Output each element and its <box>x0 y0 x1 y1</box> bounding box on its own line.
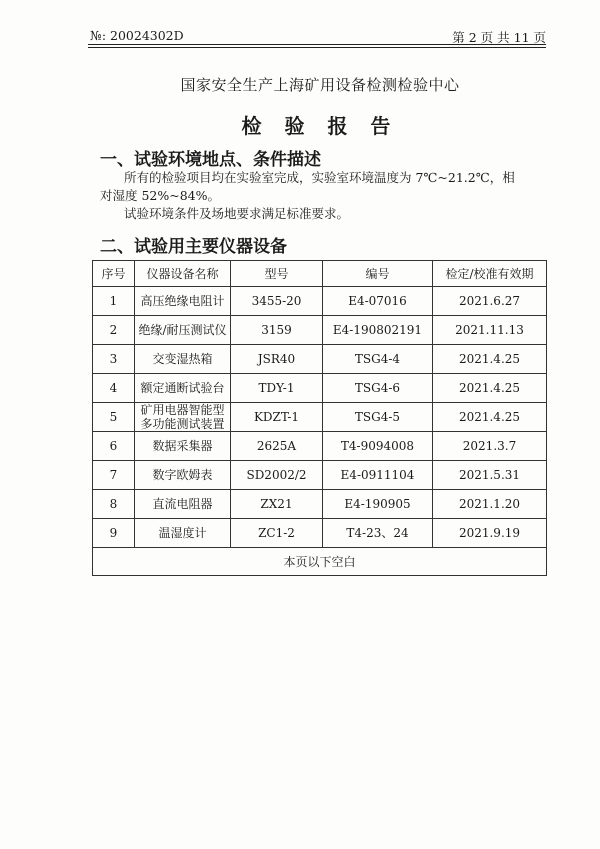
cell-serial: 9 <box>93 519 135 548</box>
table-row <box>93 519 547 548</box>
cell-serial: 8 <box>93 490 135 519</box>
cell-calibration-validity: 2021.5.31 <box>433 461 547 490</box>
table-row <box>93 461 547 490</box>
cell-calibration-validity: 2021.9.19 <box>433 519 547 548</box>
table-body <box>93 287 547 548</box>
cell-instrument-name: 数据采集器 <box>135 432 231 461</box>
cell-instrument-name: 温湿度计 <box>135 519 231 548</box>
cell-calibration-validity: 2021.4.25 <box>433 345 547 374</box>
cell-model: SD2002/2 <box>231 461 323 490</box>
cell-serial: 2 <box>93 316 135 345</box>
cell-model: 3455-20 <box>231 287 323 316</box>
cell-number: TSG4-4 <box>323 345 433 374</box>
cell-calibration-validity: 2021.3.7 <box>433 432 547 461</box>
section-1-paragraph-1: 所有的检验项目均在实验室完成，实验室环境温度为 7℃~21.2℃，相对湿度 52%~84%。 <box>100 170 515 203</box>
cell-calibration-validity: 2021.4.25 <box>433 403 547 432</box>
page-indicator: 第 2 页 共 11 页 <box>452 30 546 45</box>
table-row <box>93 287 547 316</box>
header-serial: 序号 <box>93 261 135 287</box>
cell-instrument-name: 直流电阻器 <box>135 490 231 519</box>
cell-number: T4-9094008 <box>323 432 433 461</box>
cell-instrument-name: 高压绝缘电阻计 <box>135 287 231 316</box>
cell-serial: 3 <box>93 345 135 374</box>
cell-instrument-name: 矿用电器智能型多功能测试装置 <box>135 403 231 432</box>
table-row <box>93 403 547 432</box>
table-header-row <box>93 261 547 287</box>
header-model: 型号 <box>231 261 323 287</box>
cell-number: E4-07016 <box>323 287 433 316</box>
cell-instrument-name: 额定通断试验台 <box>135 374 231 403</box>
cell-serial: 4 <box>93 374 135 403</box>
equipment-table <box>92 260 547 576</box>
cell-instrument-name: 交变湿热箱 <box>135 345 231 374</box>
cell-model: ZX21 <box>231 490 323 519</box>
section-2-heading: 二、试验用主要仪器设备 <box>100 237 287 257</box>
organization-name: 国家安全生产上海矿用设备检测检验中心 <box>180 76 460 94</box>
section-1-heading: 一、试验环境地点、条件描述 <box>100 150 321 170</box>
cell-number: E4-190905 <box>323 490 433 519</box>
cell-serial: 5 <box>93 403 135 432</box>
header-rule-thin <box>88 44 546 45</box>
table-footer-row <box>93 548 547 576</box>
table-row <box>93 432 547 461</box>
section-1-paragraph-2: 试验环境条件及场地要求满足标准要求。 <box>124 206 350 221</box>
cell-serial: 1 <box>93 287 135 316</box>
report-title: 检 验 报 告 <box>241 114 399 138</box>
cell-instrument-name: 数字欧姆表 <box>135 461 231 490</box>
table-row <box>93 374 547 403</box>
cell-number: TSG4-6 <box>323 374 433 403</box>
report-number: №: 20024302D <box>90 28 184 43</box>
cell-model: KDZT-1 <box>231 403 323 432</box>
cell-model: 2625A <box>231 432 323 461</box>
cell-instrument-name: 绝缘/耐压测试仪 <box>135 316 231 345</box>
cell-calibration-validity: 2021.1.20 <box>433 490 547 519</box>
cell-number: TSG4-5 <box>323 403 433 432</box>
cell-model: TDY-1 <box>231 374 323 403</box>
cell-number: E4-0911104 <box>323 461 433 490</box>
cell-number: T4-23、24 <box>323 519 433 548</box>
cell-model: 3159 <box>231 316 323 345</box>
cell-model: ZC1-2 <box>231 519 323 548</box>
cell-calibration-validity: 2021.4.25 <box>433 374 547 403</box>
header-instrument-name: 仪器设备名称 <box>135 261 231 287</box>
cell-model: JSR40 <box>231 345 323 374</box>
table-row <box>93 316 547 345</box>
blank-below-note: 本页以下空白 <box>93 548 547 576</box>
cell-calibration-validity: 2021.6.27 <box>433 287 547 316</box>
cell-serial: 7 <box>93 461 135 490</box>
header-calibration-validity: 检定/校准有效期 <box>433 261 547 287</box>
table-row <box>93 490 547 519</box>
table-row <box>93 345 547 374</box>
cell-serial: 6 <box>93 432 135 461</box>
header-rule-thick <box>88 47 546 48</box>
cell-number: E4-190802191 <box>323 316 433 345</box>
header-number: 编号 <box>323 261 433 287</box>
cell-calibration-validity: 2021.11.13 <box>433 316 547 345</box>
